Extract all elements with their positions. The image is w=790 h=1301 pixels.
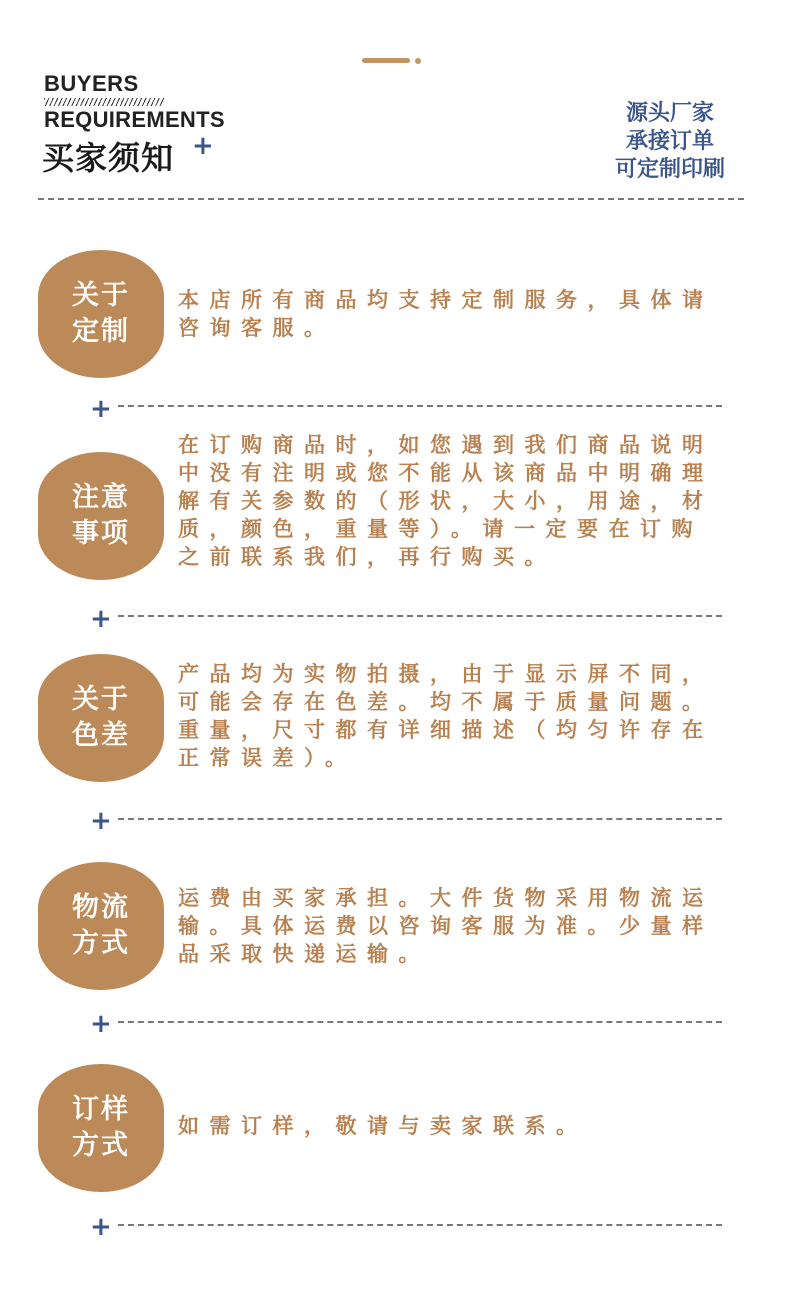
plus-icon: +	[192, 131, 214, 161]
badge-line: 色差	[72, 720, 130, 751]
taglines	[600, 100, 740, 184]
badge-line: 关于	[72, 280, 130, 311]
section-divider	[118, 1021, 722, 1023]
tagline-2: 承接订单	[625, 129, 714, 154]
badge-color-difference	[38, 654, 164, 782]
title-chinese: 买家须知	[42, 139, 175, 177]
header-divider	[38, 198, 744, 200]
section-divider	[118, 405, 722, 407]
badge-line: 方式	[72, 928, 130, 959]
badge-line: 订样	[72, 1094, 130, 1125]
plus-icon: +	[90, 806, 112, 836]
plus-icon: +	[90, 604, 112, 634]
section-text-sample-order: 如需订样，敬请与卖家联系。	[178, 1114, 588, 1138]
badge-line: 关于	[72, 684, 130, 715]
plus-icon: +	[90, 394, 112, 424]
badge-shipping	[38, 862, 164, 990]
section-text-notice: 在订购商品时，如您遇到我们商品说明中没有注明或您不能从该商品中明确理解有关参数的（形状，大小，用途，材质，颜色，重量等）。请一定要在订购之前联系我们，再行购买。	[178, 433, 714, 569]
plus-icon: +	[90, 1009, 112, 1039]
section-text-color-difference: 产品均为实物拍摄，由于显示屏不同，可能会存在色差。均不属于质量问题。重量，尺寸都有详细描述（均匀许存在正常误差）。	[178, 662, 714, 770]
plus-icon: +	[90, 1212, 112, 1242]
badge-line: 注意	[72, 482, 130, 513]
tagline-1: 源头厂家	[625, 101, 714, 126]
section-divider	[118, 615, 722, 617]
badge-line: 定制	[72, 316, 130, 347]
section-divider	[118, 818, 722, 820]
badge-customization	[38, 250, 164, 378]
top-decor-dot	[415, 58, 421, 64]
tagline-3: 可定制印刷	[614, 157, 725, 182]
section-text-customization: 本店所有商品均支持定制服务，具体请咨询客服。	[178, 288, 714, 340]
section-text-shipping: 运费由买家承担。大件货物采用物流运输。具体运费以咨询客服为准。少量样品采取快递运输。	[178, 886, 714, 966]
top-decor-bar	[362, 58, 410, 63]
badge-line: 事项	[72, 518, 130, 549]
badge-line: 物流	[72, 892, 130, 923]
title-english-line2: REQUIREMENTS	[44, 107, 225, 132]
section-divider	[118, 1224, 722, 1226]
badge-sample-order	[38, 1064, 164, 1192]
title-english-line1: BUYERS	[44, 71, 139, 96]
hatch-decoration	[44, 98, 164, 106]
badge-notice	[38, 452, 164, 580]
badge-line: 方式	[72, 1130, 130, 1161]
